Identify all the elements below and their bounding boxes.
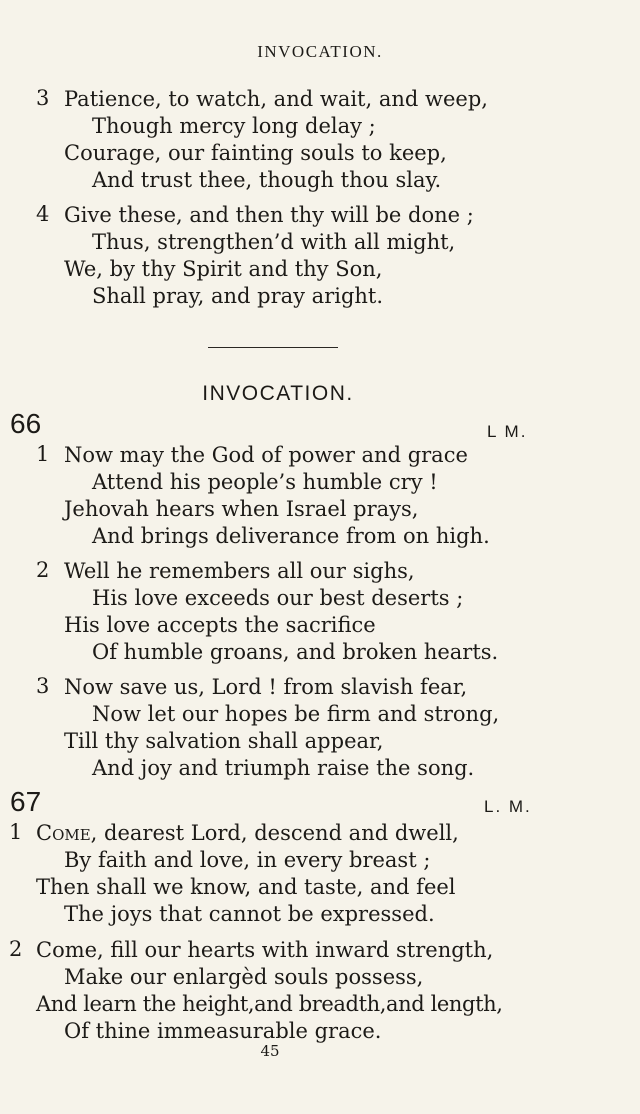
- verse-line: His love exceeds our best deserts ;: [92, 586, 464, 610]
- verse-number: 2: [9, 937, 23, 961]
- verse-line: Then shall we know, and taste, and feel: [36, 875, 456, 899]
- verse-line: Of humble groans, and broken hearts.: [92, 640, 499, 664]
- first-word: Come,: [36, 821, 98, 845]
- hymn-meter: L. M.: [484, 797, 532, 816]
- verse-line: Thus, strengthen’d with all might,: [92, 230, 456, 254]
- verse-line: Jehovah hears when Israel prays,: [64, 497, 419, 521]
- verse-line: And trust thee, though thou slay.: [92, 168, 442, 192]
- verse-line: Attend his people’s humble cry !: [92, 470, 438, 494]
- verse-number: 3: [36, 674, 50, 698]
- verse-line: And learn the height,and breadth,and length,: [36, 992, 503, 1016]
- verse-line-rest: dearest Lord, descend and dwell,: [97, 821, 459, 845]
- verse-line: We, by thy Spirit and thy Son,: [64, 257, 383, 281]
- section-divider: [208, 347, 338, 348]
- verse-line: Well he remembers all our sighs,: [64, 559, 415, 583]
- verse-line: His love accepts the sacrifice: [64, 613, 376, 637]
- page-number: 45: [260, 1042, 280, 1060]
- verse-line: And joy and triumph raise the song.: [92, 756, 475, 780]
- running-header: INVOCATION.: [257, 42, 383, 61]
- verse-line: Now save us, Lord ! from slavish fear,: [64, 675, 468, 699]
- hymn-number: 67: [10, 786, 42, 817]
- section-title: INVOCATION.: [202, 382, 354, 405]
- verse-line: Of thine immeasurable grace.: [64, 1019, 382, 1043]
- verse-line: Now may the God of power and grace: [64, 443, 468, 467]
- verse-number: 4: [36, 202, 50, 226]
- verse-line: Till thy salvation shall appear,: [64, 729, 384, 753]
- verse-number: 1: [9, 820, 23, 844]
- hymn-number: 66: [10, 408, 42, 439]
- verse-line: Shall pray, and pray aright.: [92, 284, 384, 308]
- verse-line: Though mercy long delay ;: [92, 114, 376, 138]
- verse-line: Courage, our fainting souls to keep,: [64, 141, 447, 165]
- verse-line: Patience, to watch, and wait, and weep,: [64, 87, 488, 111]
- verse-line: The joys that cannot be expressed.: [64, 902, 435, 926]
- verse-line: And brings deliverance from on high.: [92, 524, 490, 548]
- verse-line: Make our enlargèd souls possess,: [64, 965, 424, 989]
- verse-number: 3: [36, 86, 50, 110]
- verse-line: Give these, and then thy will be done ;: [64, 203, 474, 227]
- verse-number: 2: [36, 558, 50, 582]
- hymn-meter: L M.: [487, 422, 528, 441]
- verse-line: Now let our hopes be firm and strong,: [92, 702, 500, 726]
- verse-line: [36, 820, 459, 847]
- verse-line: Come, fill our hearts with inward strength,: [36, 938, 494, 962]
- verse-number: 1: [36, 442, 50, 466]
- verse-line: By faith and love, in every breast ;: [64, 848, 431, 872]
